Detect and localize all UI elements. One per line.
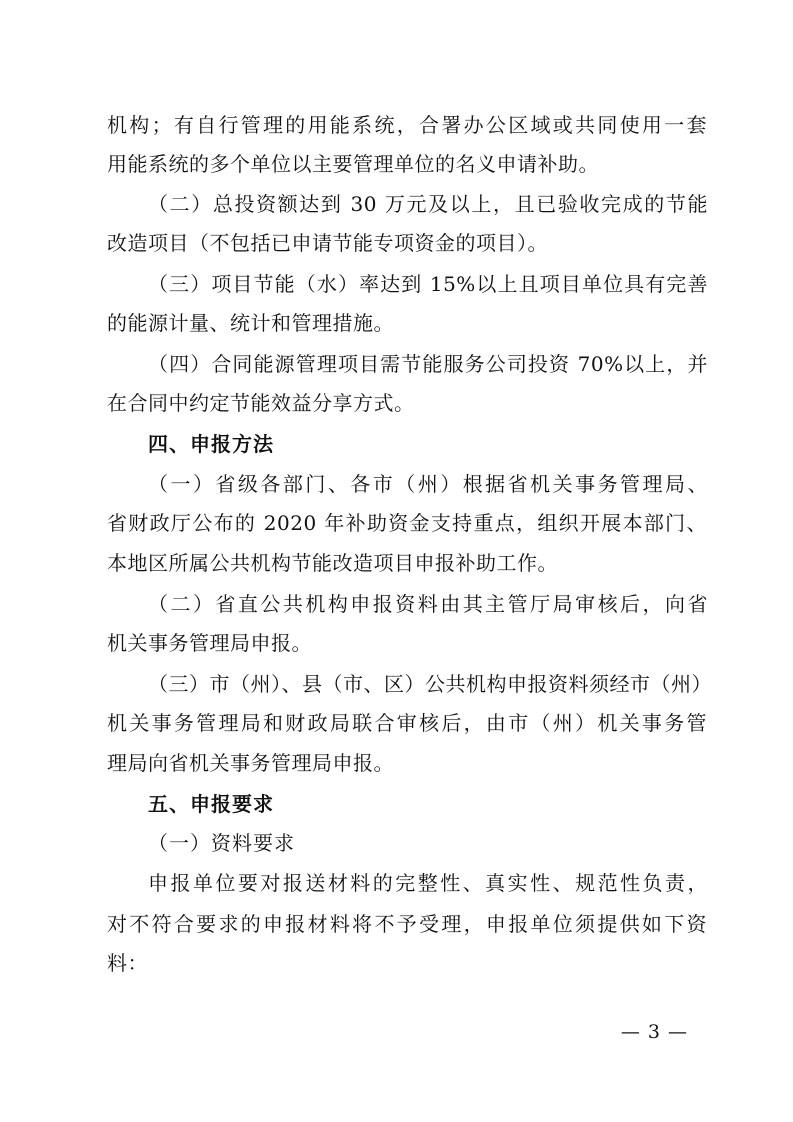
paragraph-line: 机构；有自行管理的用能系统，合署办公区域或共同使用一套	[107, 113, 707, 137]
section-heading: 四、申报方法	[148, 432, 274, 456]
paragraph-line: 用能系统的多个单位以主要管理单位的名义申请补助。	[107, 152, 599, 176]
paragraph-line: （四）合同能源管理项目需节能服务公司投资 70%以上，并	[148, 352, 708, 376]
paragraph-line: （三）市（州）、县（市、区）公共机构申报资料须经市（州）	[148, 672, 712, 696]
paragraph-line: 的能源计量、统计和管理措施。	[107, 311, 394, 335]
paragraph-line: 省财政厅公布的 2020 年补助资金支持重点，组织开展本部门、	[107, 511, 707, 535]
paragraph-line: 申报单位要对报送材料的完整性、真实性、规范性负责，	[148, 871, 708, 895]
paragraph-line: 在合同中约定节能效益分享方式。	[107, 391, 415, 415]
paragraph-line: 本地区所属公共机构节能改造项目申报补助工作。	[107, 551, 558, 575]
paragraph-line: 对不符合要求的申报材料将不予受理，申报单位须提供如下资	[107, 912, 707, 936]
paragraph-line: 机关事务管理局申报。	[107, 631, 312, 655]
paragraph-line: 料：	[107, 951, 148, 975]
paragraph-line: 机关事务管理局和财政局联合审核后，由市（州）机关事务管	[107, 711, 707, 735]
paragraph-line: 理局向省机关事务管理局申报。	[107, 751, 394, 775]
paragraph-line: （一）省级各部门、各市（州）根据省机关事务管理局、	[148, 472, 708, 496]
page-number: — 3 —	[620, 1021, 688, 1043]
paragraph-line: （二）省直公共机构申报资料由其主管厅局审核后，向省	[148, 592, 708, 616]
paragraph-line: （二）总投资额达到 30 万元及以上，且已验收完成的节能	[148, 192, 708, 216]
subsection-heading: （一）资料要求	[148, 831, 295, 855]
paragraph-line: （三）项目节能（水）率达到 15%以上且项目单位具有完善	[148, 272, 708, 296]
section-heading: 五、申报要求	[148, 792, 274, 816]
paragraph-line: 改造项目（不包括已申请节能专项资金的项目）。	[107, 231, 548, 255]
